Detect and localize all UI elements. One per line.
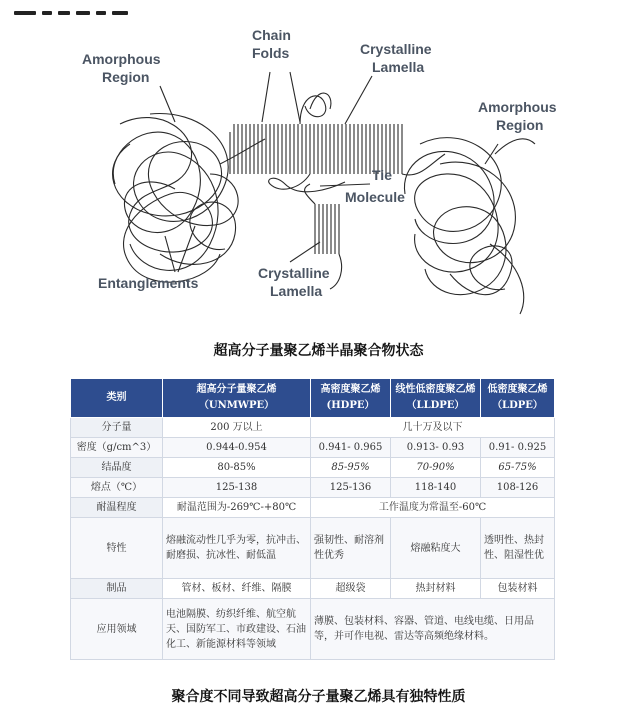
cell: 强韧性、耐溶剂性优秀 [311, 518, 391, 579]
cell: 125-136 [311, 478, 391, 498]
row-label-melting: 熔点（℃） [71, 478, 163, 498]
cell: 包装材料 [481, 579, 555, 599]
table-row [71, 418, 555, 438]
header-hdpe: 高密度聚乙烯 (HDPE） [311, 379, 391, 418]
cell: 管材、板材、纤维、隔膜 [163, 579, 311, 599]
header-category: 类别 [71, 379, 163, 418]
cell: 118-140 [391, 478, 481, 498]
cell: 电池隔膜、纺织纤维、航空航天、国防军工、市政建设、石油化工、新能源材料等领域 [163, 599, 311, 660]
cell: 超级袋 [311, 579, 391, 599]
label-lamella-top: Lamella [372, 59, 425, 75]
cell: 200 万以上 [163, 418, 311, 438]
header-lldpe: 线性低密度聚乙烯 （LLDPE） [391, 379, 481, 418]
cell: 透明性、热封性、阻湿性优 [481, 518, 555, 579]
label-entanglements: Entanglements [98, 275, 199, 291]
cell: 0.91- 0.925 [481, 438, 555, 458]
table-header-row [71, 379, 555, 418]
row-label-density: 密度（g/cm^3） [71, 438, 163, 458]
diagram-caption: 超高分子量聚乙烯半晶聚合物状态 [213, 343, 424, 359]
cell: 125-138 [163, 478, 311, 498]
table-caption: 聚合度不同导致超高分子量聚乙烯具有独特性质 [171, 689, 466, 705]
cell: 几十万及以下 [311, 418, 555, 438]
cell: 0.941- 0.965 [311, 438, 391, 458]
cell: 0.944-0.954 [163, 438, 311, 458]
row-label-properties: 特性 [71, 518, 163, 579]
label-molecule: Molecule [345, 189, 405, 205]
label-region-left: Region [102, 69, 150, 85]
top-cropped-text [14, 0, 194, 6]
label-amorphous-right: Amorphous [478, 99, 557, 115]
table-row [71, 579, 555, 599]
label-crystalline-bottom: Crystalline [258, 265, 330, 281]
label-crystalline-top: Crystalline [360, 41, 432, 57]
cell: 0.913- 0.93 [391, 438, 481, 458]
table-row [71, 458, 555, 478]
pe-comparison-table [70, 378, 555, 660]
label-amorphous-left: Amorphous [82, 51, 161, 67]
label-chain: Chain [252, 27, 291, 43]
cell: 85-95% [311, 458, 391, 478]
cell: 热封材料 [391, 579, 481, 599]
row-label-mw: 分子量 [71, 418, 163, 438]
cell: 80-85% [163, 458, 311, 478]
cell: 70-90% [391, 458, 481, 478]
table-row [71, 498, 555, 518]
row-label-crystallinity: 结晶度 [71, 458, 163, 478]
row-label-temperature: 耐温程度 [71, 498, 163, 518]
table-row [71, 599, 555, 660]
cell: 108-126 [481, 478, 555, 498]
label-tie: Tie [372, 167, 392, 183]
header-ldpe: 低密度聚乙烯 （LDPE） [481, 379, 555, 418]
label-region-right: Region [496, 117, 544, 133]
cell: 熔融流动性几乎为零，抗冲击、耐磨损、抗冰性、耐低温 [163, 518, 311, 579]
table-row [71, 478, 555, 498]
header-uhmwpe: 超高分子量聚乙烯 （UNMWPE） [163, 379, 311, 418]
polymer-structure-diagram [0, 14, 637, 334]
label-lamella-bottom: Lamella [270, 283, 323, 299]
table-row [71, 438, 555, 458]
cell: 熔融粘度大 [391, 518, 481, 579]
cell: 薄膜、包装材料、容器、管道、电线电缆、日用品等，并可作电视、雷达等高频绝缘材料。 [311, 599, 555, 660]
label-folds: Folds [252, 45, 290, 61]
cell: 工作温度为常温至-60℃ [311, 498, 555, 518]
row-label-products: 制品 [71, 579, 163, 599]
row-label-applications: 应用领域 [71, 599, 163, 660]
table-row [71, 518, 555, 579]
cell: 耐温范围为-269℃-+80℃ [163, 498, 311, 518]
cell: 65-75% [481, 458, 555, 478]
